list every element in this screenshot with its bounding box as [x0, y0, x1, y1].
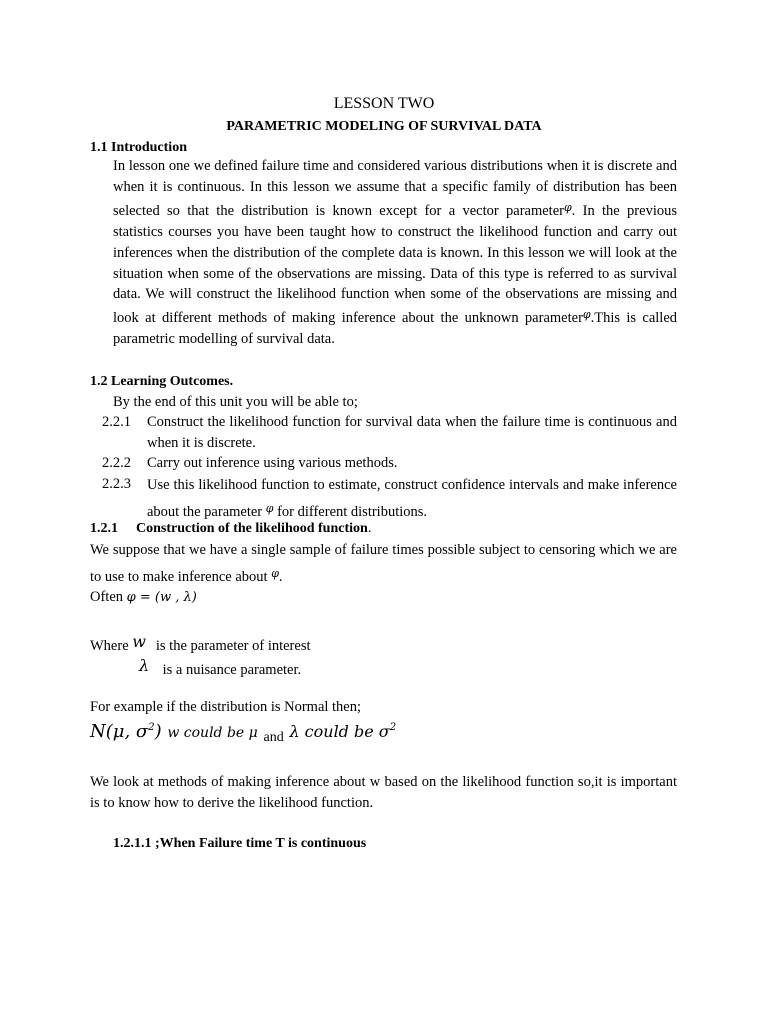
section-1-1-heading: 1.1 Introduction	[90, 140, 187, 155]
closing-paragraph: We look at methods of making inference about w based on the likelihood function so,it is important is to know how to derive the likelihood function.	[90, 774, 677, 811]
where-line: Where w is the parameter of interest	[90, 632, 311, 654]
example-line: For example if the distribution is Normal then;	[90, 699, 362, 715]
construction-paragraph: We suppose that we have a single sample of failure times possible subject to censoring which we are to use to make inference about $^\varphi$.	[90, 542, 677, 585]
outcome-number: 2.2.3	[102, 476, 131, 492]
outcome-number: 2.2.2	[102, 455, 131, 471]
outcome-text: Use this likelihood function to estimate, construct confidence intervals and make inference about the parameter $^\varphi$ for different distributions.	[147, 477, 677, 520]
outcome-text: Carry out inference using various methods.	[147, 455, 398, 471]
lambda-symbol: λ	[139, 656, 150, 675]
learning-outcomes-lead: By the end of this unit you will be able to;	[113, 394, 358, 410]
w-symbol: w	[132, 632, 146, 651]
phi-symbol: φ	[582, 308, 591, 322]
phi-symbol: φ	[271, 567, 279, 580]
outcome-text: Construct the likelihood function for survival data when the failure time is continuous and when it is discrete.	[147, 414, 677, 451]
lesson-title: LESSON TWO	[333, 95, 435, 112]
normal-distribution-formula: N(μ, $\sigma^2$) w could be μ $_{and}$ λ could be $\sigma^2$	[90, 721, 397, 745]
section-1-2-heading: 1.2 Learning Outcomes.	[90, 374, 234, 389]
lesson-subtitle: PARAMETRIC MODELING OF SURVIVAL DATA	[226, 119, 542, 134]
phi-symbol: φ	[563, 200, 572, 214]
phi-symbol: φ	[265, 502, 274, 515]
introduction-paragraph: In lesson one we defined failure time and considered various distributions when it is discrete and when it is continuous. In this lesson we assume that a specific family of distribution has been selected so that the distribution is known except for a vector parameter$^\varphi$. In the previous statistics courses you have been taught how to construct the likelihood function and carry out inferences when the distribution of the complete data is known. In this lesson we will look at the situation when some of the observations are missing. Data of this type is referred to as survival data. We will construct the likelihood function when some of the observations are missing and look at different methods of making inference about the unknown parameter$^\varphi$.This is called parametric modelling of survival data.	[113, 158, 677, 348]
outcome-number: 2.2.1	[102, 414, 131, 430]
lambda-line: λ is a nuisance parameter.	[139, 656, 302, 678]
often-line: Often φ = (w , λ)	[90, 589, 197, 605]
phi-definition: φ = (w , λ)	[126, 590, 197, 605]
subsection-heading: 1.2.1.1 ;When Failure time T is continuous	[113, 836, 367, 851]
section-1-2-1-heading: 1.2.1 Construction of the likelihood function.	[90, 521, 372, 536]
